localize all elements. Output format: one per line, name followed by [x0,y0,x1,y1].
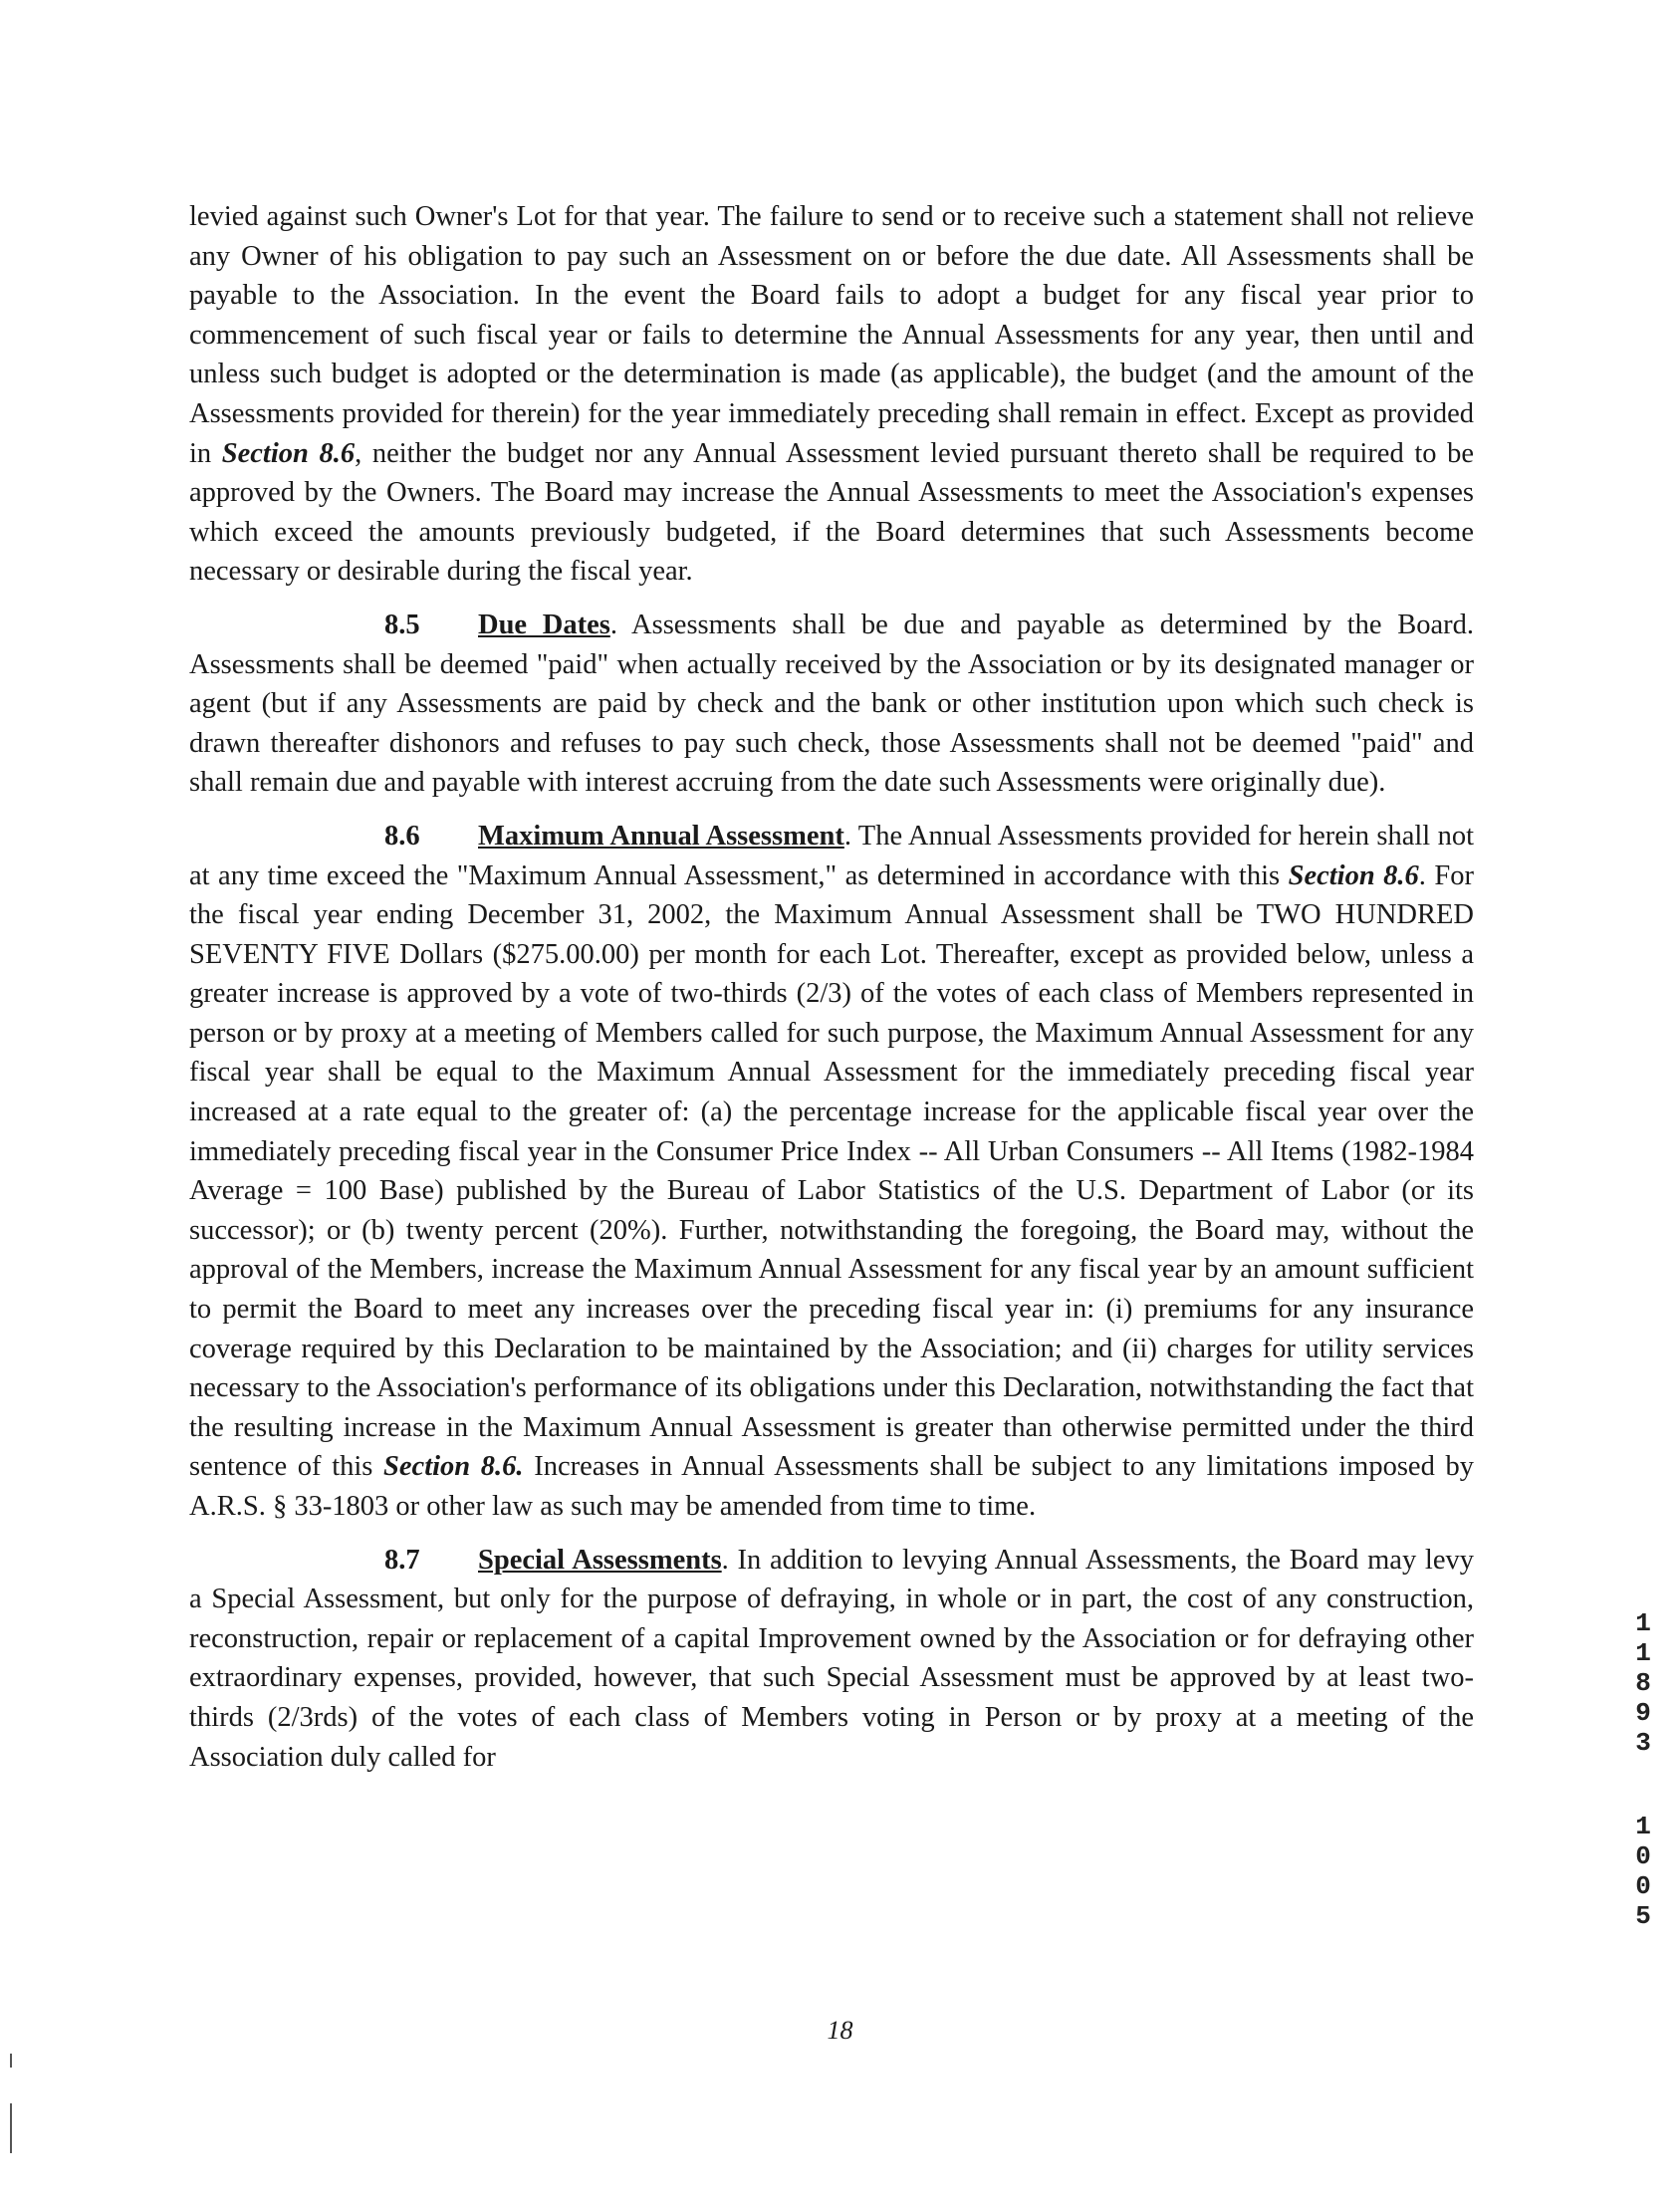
section-title: Maximum Annual Assessment [478,820,844,852]
section-8-6 [189,817,1474,1527]
stamp-number-bottom: 1005 [1635,1812,1651,1931]
section-reference: Section 8.6 [1288,859,1419,891]
section-text: . For the fiscal year ending December 31, 2002, the Maximum Annual Assessment shall be TWO HUNDRED SEVENTY FIVE Dollars ($275.00.00) per month for each Lot. Thereafter, except as provided below, unless a greater increase is approved by a vote of two-thirds (2/3) of the votes of each class of Members represented in person or by proxy at a meeting of Members called for such purpose, the Maximum Annual Assessment for any fiscal year shall be equal to the Maximum Annual Assessment for the immediately preceding fiscal year increased at a rate equal to the greater of: (a) the percentage increase for the applicable fiscal year over the immediately preceding fiscal year in the Consumer Price Index -- All Urban Consumers -- All Items (1982-1984 Average = 100 Base) published by the Bureau of Labor Statistics of the U.S. Department of Labor (or its successor); or (b) twenty percent (20%). Further, notwithstanding the foregoing, the Board may, without the approval of the Members, increase the Maximum Annual Assessment for any fiscal year by an amount sufficient to permit the Board to meet any increases over the preceding fiscal year in: (i) premiums for any insurance coverage required by this Declaration to be maintained by the Association; and (ii) charges for utility services necessary to the Association's performance of its obligations under this Declaration, notwithstanding the fact that the resulting increase in the Maximum Annual Assessment is greater than otherwise permitted under the third sentence of this [189,859,1474,1483]
recording-stamp [1629,1608,1657,1931]
paragraph-text: levied against such Owner's Lot for that year. The failure to send or to receive such a statement shall not relieve any Owner of his obligation to pay such an Assessment on or before the due date. All Assessments shall be payable to the Association. In the event the Board fails to adopt a budget for any fiscal year prior to commencement of such fiscal year or fails to determine the Annual Assessments for any year, then until and unless such budget is adopted or the determination is made (as applicable), the budget (and the amount of the Assessments provided for therein) for the year immediately preceding shall remain in effect. Except as provided in [189,201,1474,469]
section-text: . The Annual Assessments provided for herein shall not at any time exceed the "Maximum Annual Assessment," as determined in accordance with this [189,820,1474,891]
document-body [189,197,1474,1791]
section-reference: Section 8.6. [383,1451,524,1483]
margin-mark [10,2054,12,2068]
paragraph-continuation [189,197,1474,592]
section-title: Special Assessments [478,1544,722,1576]
section-number: 8.7 [384,1544,420,1576]
section-8-7 [189,1541,1474,1778]
section-number: 8.6 [384,820,420,852]
paragraph-text: , neither the budget nor any Annual Assessment levied pursuant thereto shall be required to be approved by the Owners. The Board may increase the Annual Assessments to meet the Association's expenses which exceed the amounts previously budgeted, if the Board determines that such Assessments become necessary or desirable during the fiscal year. [189,437,1474,588]
section-title: Due Dates [478,609,610,640]
section-number: 8.5 [384,609,420,640]
section-text: Increases in Annual Assessments shall be subject to any limitations imposed by A.R.S. § 33-1803 or other law as such may be amended from time to time. [189,1451,1474,1522]
section-text: . In addition to levying Annual Assessments, the Board may levy a Special Assessment, but only for the purpose of defraying, in whole or in part, the cost of any construction, reconstruction, repair or replacement of a capital Improvement owned by the Association or for defraying other extraordinary expenses, provided, however, that such Special Assessment must be approved by at least two-thirds (2/3rds) of the votes of each class of Members voting in Person or by proxy at a meeting of the Association duly called for [189,1544,1474,1773]
section-8-5 [189,606,1474,803]
stamp-number-top: 11893 [1635,1608,1651,1758]
section-text: . Assessments shall be due and payable as determined by the Board. Assessments shall be deemed "paid" when actually received by the Association or by its designated manager or agent (but if any Assessments are paid by check and the bank or other institution upon which such check is drawn thereafter dishonors and refuses to pay such check, those Assessments shall not be deemed "paid" and shall remain due and payable with interest accruing from the date such Assessments were originally due). [189,609,1474,799]
section-reference: Section 8.6 [221,437,356,469]
margin-mark [10,2103,12,2153]
page-number: 18 [827,2016,853,2045]
